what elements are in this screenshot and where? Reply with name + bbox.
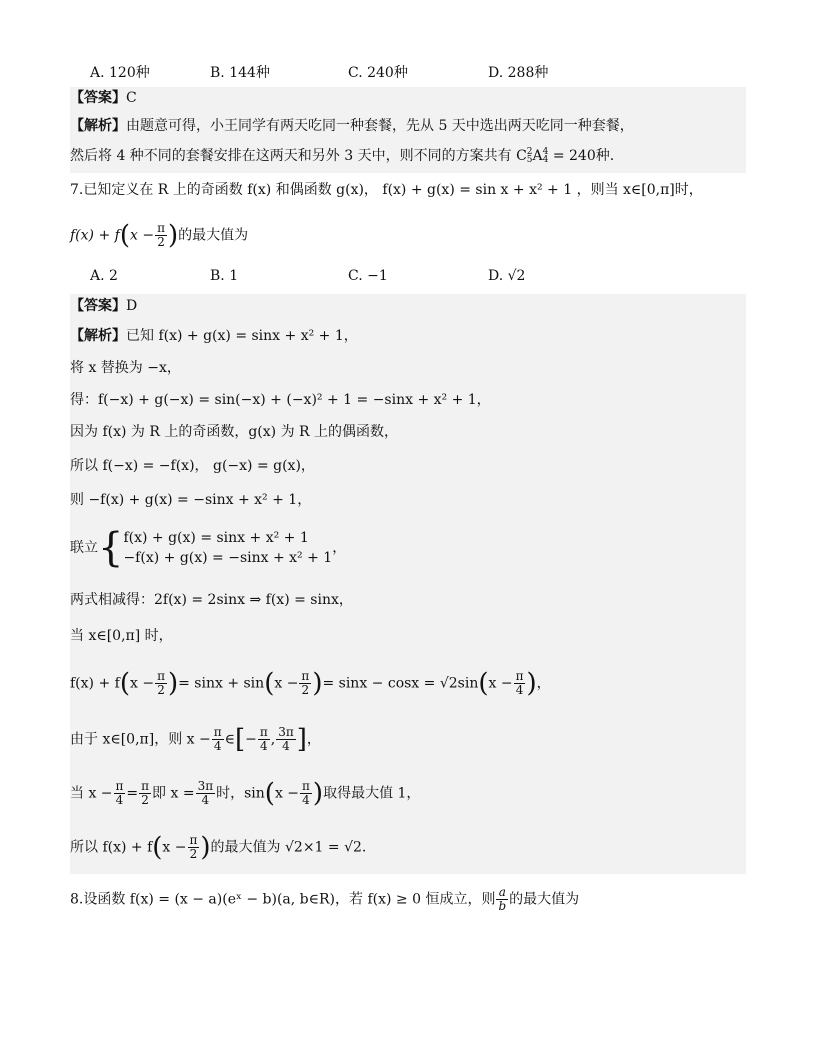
paren: ( [119,668,130,699]
analysis-tag: 【解析】 [70,328,126,344]
q7-option-d: D. √2 [488,268,526,284]
bracket: [ [234,724,246,755]
q7-analysis-l11 [70,726,321,753]
q7-analysis-l12 [70,780,420,807]
paren: ) [167,220,179,251]
formula: f(x) + f [70,227,120,244]
numerator: π [213,725,222,739]
fraction [258,726,270,753]
numerator: 3π [278,725,294,739]
denominator: 4 [515,683,524,697]
q7-stem-line1: 7.已知定义在 R 上的奇函数 f(x) 和偶函数 g(x)， f(x) + g(x) = sin x + x² + 1 ，则当 x∈[0,π]时， [70,182,703,198]
formula: 时，sin [216,785,265,802]
q7-analysis-l13 [70,834,366,861]
perm-sup: 4 [542,147,549,157]
q7-analysis-l3: 得：f(−x) + g(−x) = sin(−x) + (−x)² + 1 = −sinx + x² + 1， [70,392,491,408]
q7-stem-line2 [70,222,248,249]
q7-analysis-l5: 所以 f(−x) = −f(x)， g(−x) = g(x)， [70,458,315,474]
formula: = sinx + sin [178,675,265,692]
formula: 由于 x∈[0,π]，则 x − [70,731,211,748]
paren: ( [264,778,275,809]
q7-analysis-l2: 将 x 替换为 −x， [70,360,181,376]
q6-analysis-line1 [70,116,634,136]
denominator: 2 [157,683,165,697]
formula: 当 x − [70,785,113,802]
formula: 取得最大值 1， [323,785,421,802]
answer-tag: 【答案】 [70,298,126,314]
analysis-text: 然后将 4 种不同的套餐安排在这两天和另外 3 天中，则不同的方案共有 C [70,148,527,164]
q8-stem [70,886,579,913]
q7-analysis-l8: 两式相减得：2f(x) = 2sinx ⇒ f(x) = sinx， [70,592,353,608]
q7-analysis-l9: 当 x∈[0,π] 时， [70,628,173,644]
stem-text: 8.设函数 f(x) = (x − a)(eˣ − b)(a, b∈R)，若 f(x) ≥ 0 恒成立，则 [70,891,496,908]
fraction [114,780,126,807]
denominator: 4 [302,793,310,807]
perm-symbol: A [532,148,543,164]
analysis-text: ， [332,540,347,556]
stem-text: 的最大值为 [509,891,580,908]
numerator: π [302,779,310,793]
formula: 的最大值为 √2×1 = √2. [210,839,367,856]
denominator: 4 [115,793,124,807]
analysis-text: 由题意可得，小王同学有两天吃同一种套餐，先从 5 天中选出两天吃同一种套餐， [126,118,634,134]
paren: ) [312,778,324,809]
q6-option-c: C. 240种 [348,65,408,81]
formula: x − [129,675,155,692]
fraction [196,780,216,807]
paren: ( [264,668,275,699]
formula: x − [162,839,187,856]
formula: ， [536,675,551,692]
q6-analysis-line2 [70,146,614,166]
q7-option-a: A. 2 [90,268,118,284]
formula: = sinx − cosx = √2sin [322,675,479,692]
formula: ∈ [224,731,235,748]
q6-option-a: A. 120种 [90,65,150,81]
denominator: 4 [201,793,210,807]
fraction [155,670,167,697]
paren: ) [167,668,179,699]
analysis-text: 已知 f(x) + g(x) = sinx + x² + 1， [126,328,358,344]
equation-1: f(x) + g(x) = sinx + x² + 1 [123,530,309,546]
formula: ， [306,731,321,748]
q7-analysis-l10 [70,670,551,697]
answer-value: C [126,90,137,106]
paren: ) [312,668,323,699]
numerator: a [496,886,508,900]
q6-options [90,62,650,82]
formula: x − [488,675,513,692]
formula: 即 x = [152,785,195,802]
formula: x − [274,675,299,692]
brace: { [98,525,124,571]
denominator: 4 [282,739,290,753]
fraction [155,222,167,249]
paren: ( [119,220,130,251]
fraction [212,726,224,753]
formula: f(x) + f [70,675,120,692]
paren: ) [526,668,537,699]
formula: , [270,731,276,748]
analysis-tag: 【解析】 [70,118,126,134]
q6-option-d: D. 288种 [488,65,549,81]
perm-sub: 4 [542,155,549,165]
denominator: 2 [189,847,198,861]
q7-option-c: C. −1 [348,268,388,284]
stem-text: 的最大值为 [178,227,249,244]
q7-options [90,268,650,288]
paren: ( [478,668,489,699]
paren: ( [152,832,163,863]
answer-tag: 【答案】 [70,90,126,106]
denominator: 2 [301,683,310,697]
denominator: 2 [141,793,149,807]
numerator: π [141,779,150,793]
formula: x − [274,785,300,802]
equation-2: −f(x) + g(x) = −sinx + x² + 1 [123,550,333,566]
fraction [276,726,296,753]
answer-value: D [126,298,138,314]
fraction [496,886,508,913]
denominator: 4 [213,739,222,753]
fraction [299,670,311,697]
numerator: π [515,669,524,683]
numerator: π [259,725,268,739]
denominator: 2 [157,235,165,249]
fraction [514,670,526,697]
analysis-text: 联立 [70,540,98,556]
formula: = [126,785,139,802]
fraction [139,780,151,807]
q6-answer [70,88,137,108]
q7-analysis-l1 [70,326,358,346]
numerator: π [157,221,165,235]
denominator: 4 [260,739,268,753]
equation-system [123,528,332,568]
fraction [188,834,200,861]
numerator: 3π [197,779,214,793]
numerator: π [115,779,124,793]
numerator: π [189,833,198,847]
fraction [300,780,312,807]
q6-option-b: B. 144种 [210,65,270,81]
analysis-text: = 240种. [548,148,615,164]
q7-option-b: B. 1 [210,268,239,284]
denominator: b [498,899,507,913]
q7-analysis-l6: 则 −f(x) + g(x) = −sinx + x² + 1， [70,492,312,508]
q7-answer [70,296,137,316]
formula: 所以 f(x) + f [70,839,153,856]
comb-sub: 5 [526,155,533,165]
numerator: π [301,669,310,683]
comb-sup: 2 [526,147,533,157]
q7-analysis-l7 [70,526,346,570]
bracket: ] [296,724,307,755]
formula: x − [129,227,155,244]
paren: ) [200,832,211,863]
formula: − [245,731,257,748]
q7-analysis-l4: 因为 f(x) 为 R 上的奇函数，g(x) 为 R 上的偶函数， [70,424,399,440]
numerator: π [157,669,165,683]
